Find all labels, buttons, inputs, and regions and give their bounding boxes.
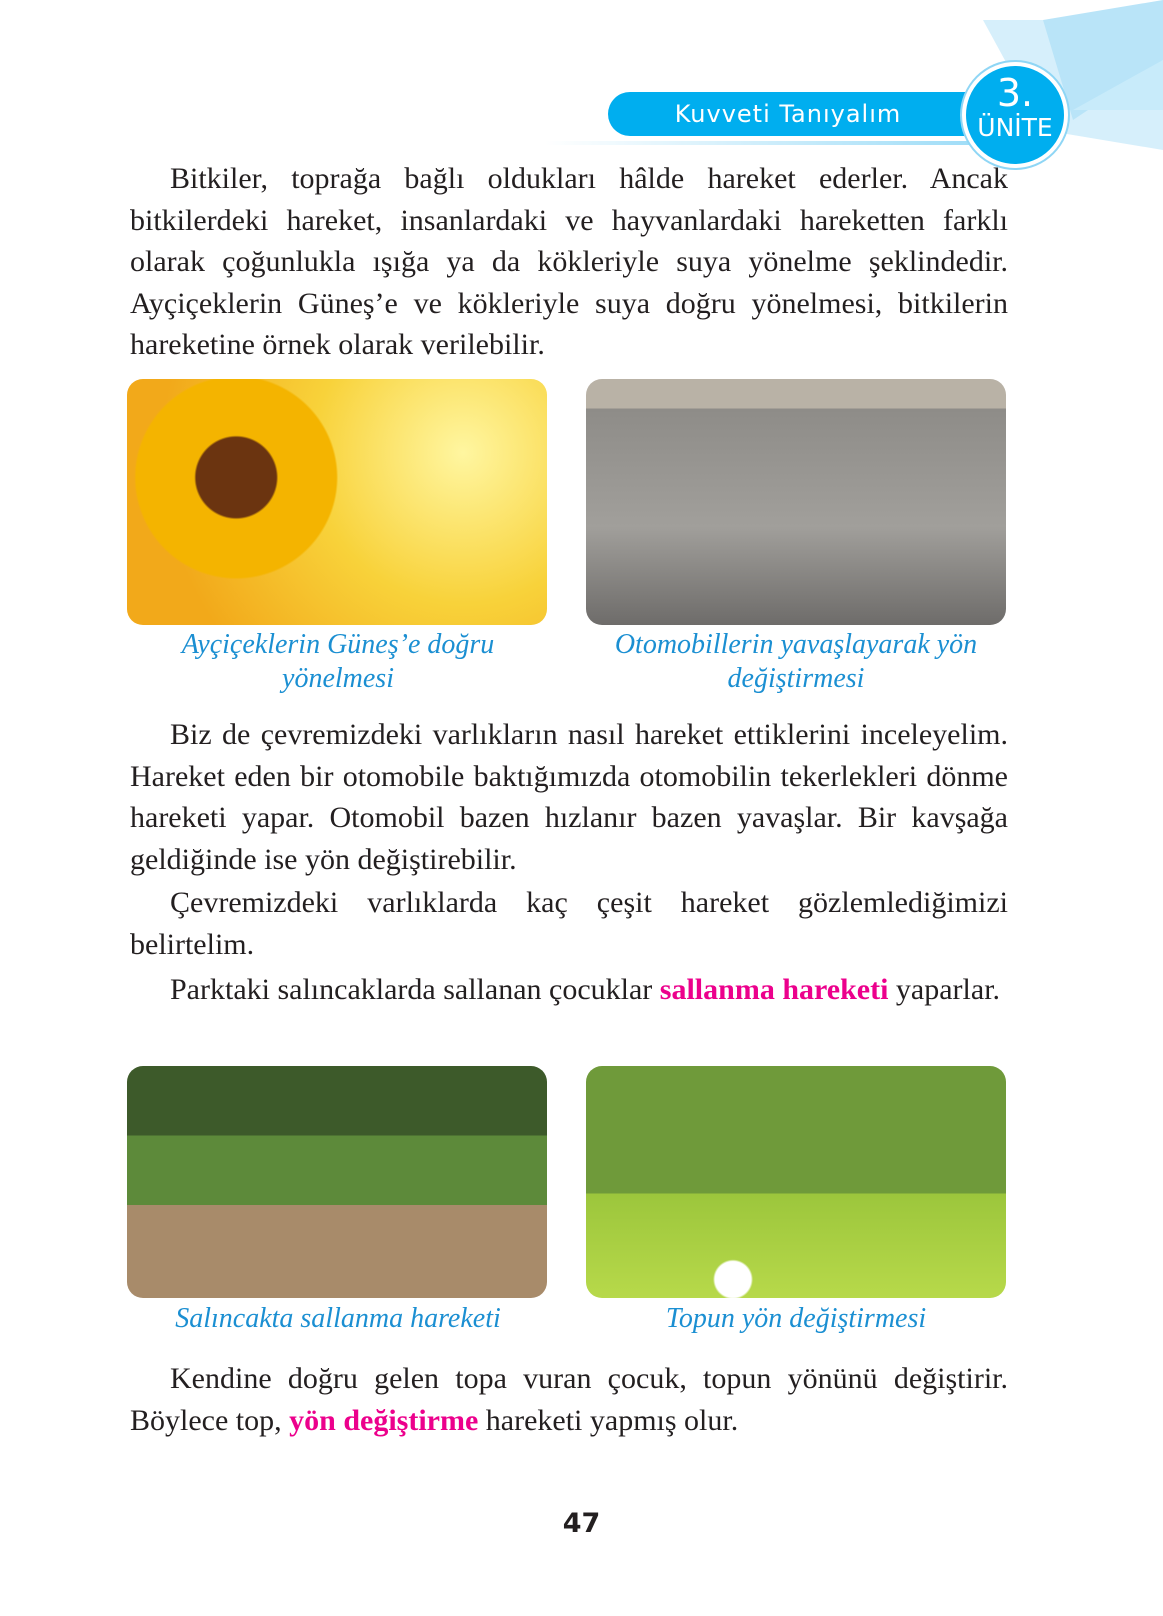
caption-swing <box>122 1302 554 1336</box>
sunflower-image <box>127 379 547 625</box>
caption-line: Otomobillerin yavaşlayarak yön <box>614 629 978 660</box>
header-divider <box>545 141 985 145</box>
unit-label: ÜNİTE <box>977 113 1053 142</box>
paragraph-text: Çevremizdeki varlıklarda kaç çeşit hareket gözlemlediğimizi belirtelim. <box>130 886 1008 961</box>
caption-line: Ayçiçeklerin Güneş’e doğru <box>181 629 495 660</box>
paragraph-text: Biz de çevremizdeki varlıkların nasıl hareket ettiklerini inceleyelim. Hareket eden bir otomobile baktığımızda otomobilin tekerlekleri dönme hareketi yapar. Otomobil bazen hızlanır bazen yavaşlar. Bir kavşağa geldiğinde ise yön değiştirebilir. <box>130 718 1008 876</box>
caption-line: Topun yön değiştirmesi <box>665 1303 927 1334</box>
caption-line: yönelmesi <box>282 663 394 694</box>
unit-number: 3. <box>996 71 1034 115</box>
caption-sunflower <box>122 628 554 696</box>
paragraph-text: hareketi yapmış olur. <box>478 1403 739 1437</box>
paragraph-text: Bitkiler, toprağa bağlı oldukları hâlde hareket ederler. Ancak bitkilerdeki hareket, insanlardaki ve hayvanlardaki hareketten farklı olarak çoğunlukla ışığa ya da kökleriyle suya yönelme şeklindedir. Ayçiçeklerin Güneş’e ve kökleriyle suya doğru yönelmesi, bitkilerin hareketine örnek olarak verilebilir. <box>130 162 1008 361</box>
cars-image <box>586 379 1006 625</box>
paragraph-text: yaparlar. <box>888 973 1001 1006</box>
paragraph-5 <box>130 1358 1008 1441</box>
paragraph-1 <box>130 158 1008 366</box>
paragraph-4 <box>130 969 1008 1011</box>
caption-line: değiştirmesi <box>727 663 865 694</box>
unit-title: Kuvveti Tanıyalım <box>674 100 902 128</box>
football-image <box>586 1066 1006 1298</box>
unit-badge <box>962 62 1068 168</box>
paragraph-text: Parktaki salıncaklarda sallanan çocuklar <box>170 973 660 1006</box>
caption-cars <box>580 628 1012 696</box>
swing-image <box>127 1066 547 1298</box>
caption-football <box>580 1302 1012 1336</box>
unit-title-banner <box>608 92 968 136</box>
page-number: 47 <box>562 1508 601 1539</box>
paragraph-2 <box>130 714 1008 880</box>
paragraph-text: Kendine doğru gelen topa vuran çocuk, topun yönünü değiştirir. Böylece top, <box>130 1362 1008 1437</box>
highlight-term: sallanma hareketi <box>659 973 889 1006</box>
caption-line: Salıncakta sallanma hareketi <box>175 1303 501 1334</box>
highlight-term: yön değiştirme <box>289 1403 479 1437</box>
paragraph-3 <box>130 882 1008 965</box>
